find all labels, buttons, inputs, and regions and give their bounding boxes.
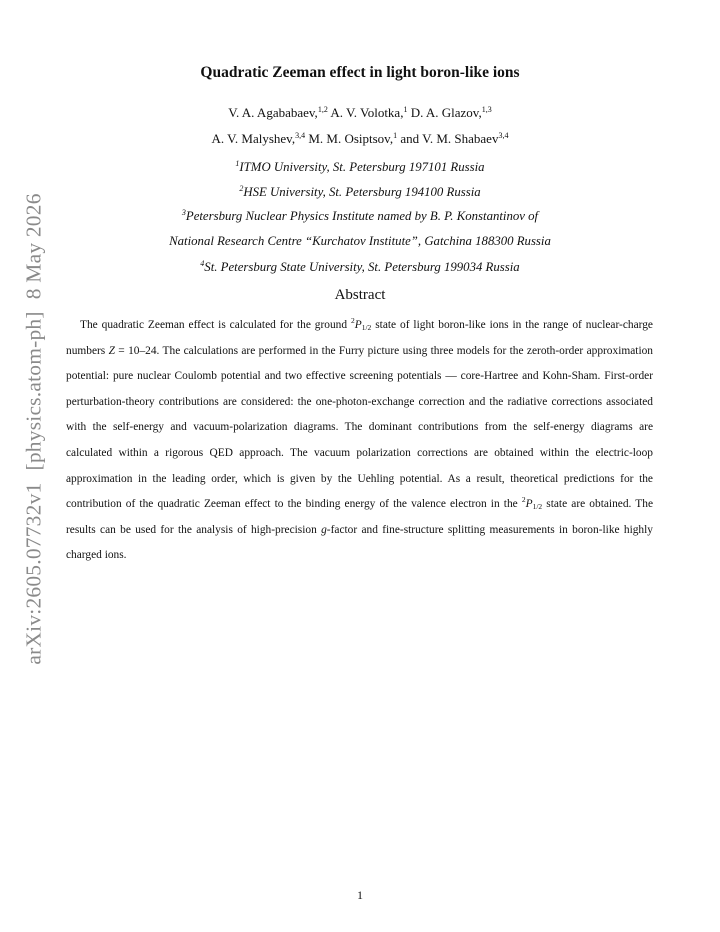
author-affiliation-mark: 1 — [393, 131, 398, 140]
affiliation-number: 4 — [200, 259, 205, 268]
author-name: D. A. Glazov, — [410, 105, 482, 120]
author-affiliation-mark: 1 — [403, 105, 408, 114]
paper-title: Quadratic Zeeman effect in light boron-like ions — [200, 64, 520, 81]
author-name: V. A. Agababaev, — [228, 105, 318, 120]
author-line-1 — [0, 105, 720, 121]
arxiv-category: [physics.atom-ph] — [21, 311, 46, 471]
author-affiliation-mark: 1,2 — [317, 105, 328, 114]
abstract-text: = 10–24. The calculations are performed in the Furry picture using three models for the zeroth-order approximation potential: pure nuclear Coulomb potential and two effective screening potentials — core-Hartree and Kohn-Sham. First-order perturbation-theory contributions are considered: the one-photon-exchange correction and the radiative corrections associated with the self-energy and vacuum-polarization diagrams. The dominant contributions from the self-energy diagrams are calculated within a rigorous QED approach. The vacuum polarization corrections are obtained within the electric-loop approximation in the leading order, which is given by the Uehling potential. As a result, theoretical predictions for the contribution of the quadratic Zeeman effect to the binding energy of the valence electron in the — [66, 344, 653, 511]
author-name: A. V. Malyshev, — [211, 131, 296, 146]
arxiv-date: 8 May 2026 — [21, 193, 46, 300]
term-symbol: P — [354, 319, 362, 331]
author-conjunction: and — [400, 131, 420, 146]
author-affiliation-mark: 1,3 — [481, 105, 492, 114]
affiliation-text: St. Petersburg State University, St. Petersburg 199034 Russia — [204, 260, 520, 274]
abstract-text: state of light boron-like ions in the range of nuclear-charge numbers — [66, 319, 653, 357]
author-name: V. M. Shabaev — [422, 131, 499, 146]
affiliation-text: Petersburg Nuclear Physics Institute named by B. P. Konstantinov of — [185, 209, 539, 223]
term-superscript: 2 — [351, 316, 355, 325]
affiliation-text: National Research Centre “Kurchatov Institute”, Gatchina 188300 Russia — [169, 234, 551, 248]
term-symbol: P — [525, 498, 533, 511]
affiliation-text: HSE University, St. Petersburg 194100 Russia — [243, 185, 481, 199]
abstract-body — [66, 313, 653, 569]
abstract-paragraph — [66, 313, 653, 569]
term-superscript: 2 — [521, 495, 526, 505]
affiliation-number: 3 — [181, 208, 186, 217]
affiliation-3 — [0, 208, 720, 224]
author-name: A. V. Volotka, — [330, 105, 404, 120]
affiliation-text: ITMO University, St. Petersburg 197101 Russia — [239, 160, 485, 174]
abstract-text: -factor and fine-structure splitting measurements in boron-like highly charged ions. — [66, 523, 653, 562]
author-affiliation-mark: 3,4 — [295, 131, 306, 140]
affiliation-4 — [0, 259, 720, 275]
affiliation-3-continued — [0, 234, 720, 249]
term-subscript: 1/2 — [532, 502, 543, 512]
arxiv-id: arXiv:2605.07732v1 — [21, 482, 46, 665]
author-name: M. M. Osiptsov, — [308, 131, 394, 146]
z-symbol: Z — [108, 344, 115, 357]
page-number: 1 — [357, 888, 363, 902]
abstract-heading: Abstract — [334, 287, 386, 303]
author-affiliation-mark: 3,4 — [498, 131, 509, 140]
author-line-2 — [0, 131, 720, 147]
abstract-text: The quadratic Zeeman effect is calculated for the ground — [80, 319, 351, 331]
term-subscript: 1/2 — [361, 323, 372, 332]
affiliation-number: 1 — [235, 159, 240, 168]
affiliation-2 — [0, 184, 720, 200]
affiliation-number: 2 — [239, 184, 244, 193]
abstract-text: state are obtained. The results can be used for the analysis of high-precision — [66, 498, 654, 536]
affiliation-1 — [0, 159, 720, 175]
g-symbol: g — [321, 523, 327, 536]
